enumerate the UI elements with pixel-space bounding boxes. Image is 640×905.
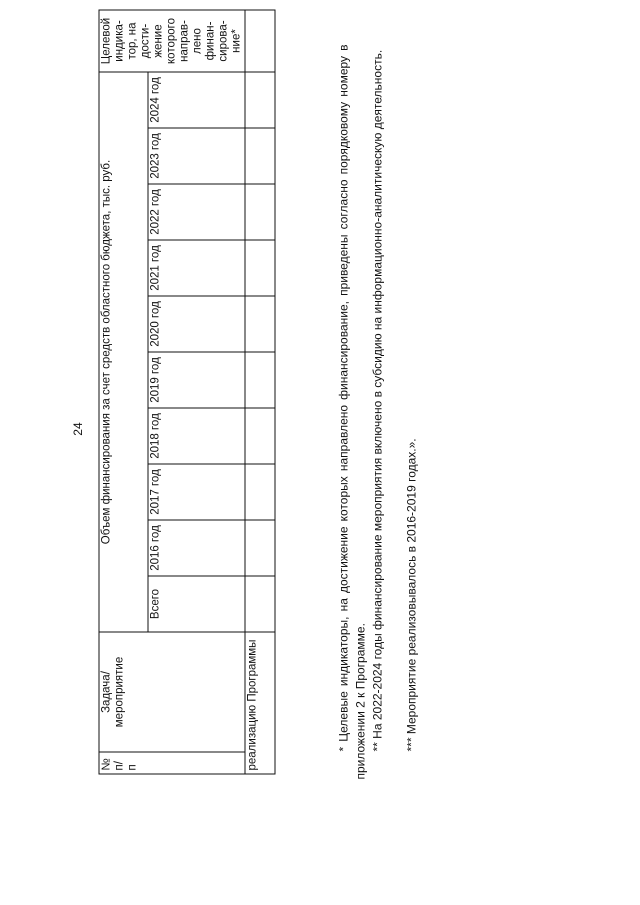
header-year: 2017 год — [148, 464, 245, 520]
row-label: реализацию Программы — [245, 632, 275, 774]
table-cell — [245, 296, 275, 352]
header-year: 2023 год — [148, 128, 245, 184]
footnote-text: ** На 2022-2024 годы финансирование мероприятия включено в субсидию на информационно-аналитическую деятельность. — [370, 49, 385, 752]
table-cell — [245, 352, 275, 408]
header-indicator: Целевой индика-тор, на дости-жение которого направ-лено финан-сирова-ние* — [99, 10, 245, 72]
header-year: 2019 год — [148, 352, 245, 408]
header-volume: Объем финансирования за счет средств областного бюджета, тыс. руб. — [99, 72, 148, 632]
table-cell — [245, 240, 275, 296]
header-year: 2016 год — [148, 520, 245, 576]
table-cell — [245, 10, 275, 72]
header-task: Задача/ мероприятие — [99, 632, 245, 752]
header-year: 2020 год — [148, 296, 245, 352]
footnote-text: * Целевые индикаторы, на достижение которых направлено финансирование, приведены согласно порядковому номеру в приложении 2 к Программе. — [336, 44, 368, 780]
header-num: № п/п — [99, 752, 245, 774]
table-cell — [245, 464, 275, 520]
header-year: 2018 год — [148, 408, 245, 464]
table-cell — [245, 128, 275, 184]
page-number: 24 — [71, 422, 85, 436]
table-cell — [245, 72, 275, 128]
rotated-page-content — [1, 17, 640, 855]
financing-table — [99, 10, 276, 775]
header-year: 2024 год — [148, 72, 245, 128]
footnote-indicators — [336, 45, 370, 780]
footnote-text: *** Мероприятие реализовывалось в 2016-2019 годах.». — [404, 438, 419, 752]
table-cell — [245, 576, 275, 632]
table-cell — [245, 520, 275, 576]
header-total: Всего — [148, 576, 245, 632]
footnote-period — [404, 45, 421, 780]
header-row-top — [99, 10, 148, 774]
footnote-subsidy — [370, 45, 387, 780]
header-year: 2022 год — [148, 184, 245, 240]
table-row — [245, 10, 275, 774]
table-cell — [245, 184, 275, 240]
table-cell — [245, 408, 275, 464]
header-year: 2021 год — [148, 240, 245, 296]
